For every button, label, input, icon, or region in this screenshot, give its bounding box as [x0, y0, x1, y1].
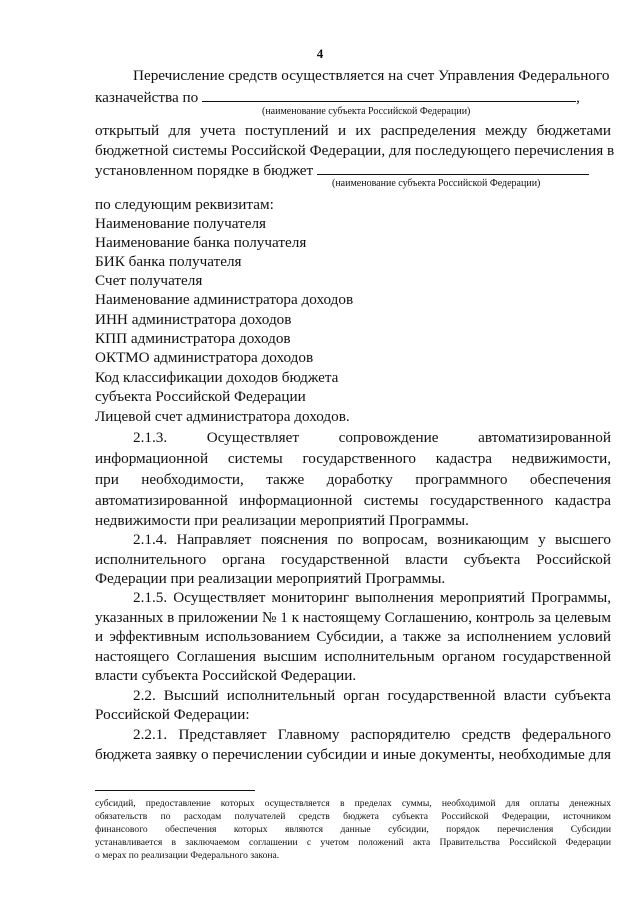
requisite-item: Наименование администратора доходов [95, 291, 354, 308]
requisite-item: КПП администратора доходов [95, 330, 291, 347]
paragraph-line: недвижимости при реализации мероприятий Программы. [95, 512, 469, 529]
paragraph-line: 2.1.4. Направляет пояснения по вопросам, возникающим у высшего [133, 531, 611, 548]
blank-field [202, 87, 576, 102]
footnote-line: устанавливается в заключаемом соглашении с учетом положений акта Правительства Российской Федерации [95, 837, 611, 848]
requisite-item: ИНН администратора доходов [95, 311, 292, 328]
intro-text: установленном порядке в бюджет [95, 162, 314, 179]
paragraph-line: власти субъекта Российской Федерации. [95, 667, 357, 684]
requisite-item: Счет получателя [95, 272, 203, 289]
paragraph-line: бюджета заявку о перечислении субсидии и иные документы, необходимые для [95, 746, 611, 763]
paragraph-line: информационной системы государственного кадастра недвижимости, [95, 450, 611, 467]
paragraph-line: исполнительного органа государственной власти субъекта Российской [95, 551, 611, 568]
field-caption: (наименование субъекта Российской Федерации) [332, 178, 541, 189]
paragraph-line: указанных в приложении № 1 к настоящему Соглашению, контроль за целевым [95, 609, 611, 626]
requisite-item: Наименование банка получателя [95, 234, 307, 251]
paragraph-line: автоматизированной информационной системы государственного кадастра [95, 492, 611, 509]
footnote-line: о мерах по реализации Федерального закона. [95, 850, 280, 861]
intro-comma: , [576, 89, 580, 106]
footnote-line: финансового обеспечения которых являются данные субсидии, порядок перечисления Субсидии [95, 824, 611, 835]
requisite-item: субъекта Российской Федерации [95, 388, 306, 405]
requisite-item: БИК банка получателя [95, 253, 242, 270]
paragraph-line: 2.1.5. Осуществляет мониторинг выполнения мероприятий Программы, [133, 589, 611, 606]
paragraph-line: настоящего Соглашения высшим исполнительным органом государственной [95, 648, 611, 665]
intro-line: по следующим реквизитам: [95, 196, 274, 213]
paragraph-line: при необходимости, также доработку программного обеспечения [95, 471, 611, 488]
requisite-item: ОКТМО администратора доходов [95, 349, 314, 366]
field-caption: (наименование субъекта Российской Федерации) [262, 106, 471, 117]
paragraph-line: 2.2. Высший исполнительный орган государственной власти субъекта [133, 687, 611, 704]
requisite-item: Код классификации доходов бюджета [95, 369, 339, 386]
paragraph-line: 2.2.1. Представляет Главному распорядителю средств федерального [133, 726, 611, 743]
intro-line: Перечисление средств осуществляется на счет Управления Федерального [133, 67, 610, 84]
paragraph-line: Российской Федерации: [95, 706, 250, 723]
intro-line: бюджетной системы Российской Федерации, для последующего перечисления в [95, 142, 615, 159]
intro-line: открытый для учета поступлений и их распределения между бюджетами [95, 122, 611, 139]
footnote-line: обязательств по расходам получателей средств бюджета субъекта Российской Федерации, источником [95, 811, 611, 822]
intro-line-with-blank [95, 87, 611, 108]
footnote-line: субсидий, предоставление которых осуществляется в пределах суммы, необходимой для оплаты денежных [95, 798, 611, 809]
requisite-item: Наименование получателя [95, 215, 267, 232]
requisite-item: Лицевой счет администратора доходов. [95, 408, 350, 425]
page-number: 4 [316, 46, 324, 61]
blank-field [317, 160, 589, 175]
paragraph-line: и эффективным использованием Субсидии, а также за исполнением условий [95, 628, 611, 645]
paragraph-line: 2.1.3. Осуществляет сопровождение автоматизированной [133, 429, 611, 446]
footnote-separator [95, 790, 255, 791]
paragraph-line: Федерации при реализации мероприятий Программы. [95, 570, 446, 587]
intro-text: казначейства по [95, 89, 199, 106]
